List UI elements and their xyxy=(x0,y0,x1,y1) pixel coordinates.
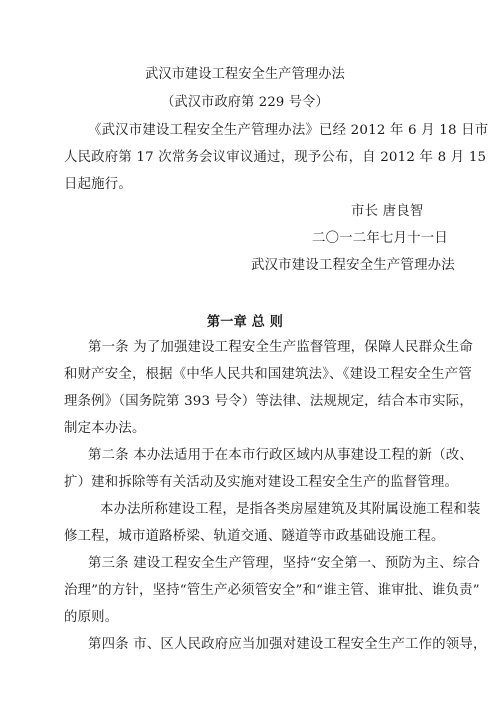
signature-date: 二〇一二年七月十一日 xyxy=(312,231,448,246)
order-number: （武汉市政府第 229 号令） xyxy=(161,95,329,110)
article3-line-2: 治理”的方针，坚持“管生产必须管安全”和“谁主管、谁审批、谁负责” xyxy=(64,583,480,598)
chapter-heading: 第一章 总 则 xyxy=(206,314,284,330)
article3-line-1: 第三条 建设工程安全生产管理，坚持“安全第一、预防为主、综合 xyxy=(88,556,481,571)
doc-title-repeat: 武汉市建设工程安全生产管理办法 xyxy=(251,258,455,273)
article2-para2-line-2: 修工程，城市道路桥梁、轨道交通、隧道等市政基础设施工程。 xyxy=(64,529,445,544)
article4-line-1: 第四条 市、区人民政府应当加强对建设工程安全生产工作的领导， xyxy=(88,637,487,652)
article1-line-1: 第一条 为了加强建设工程安全生产监督管理，保障人民群众生命 xyxy=(88,340,473,355)
article2-para2-line-1: 本办法所称建设工程，是指各类房屋建筑及其附属设施工程和装 xyxy=(100,502,481,517)
preamble-line-2: 人民政府第 17 次常务会议审议通过，现予公布，自 2012 年 8 月 15 xyxy=(64,150,487,165)
article1-line-3: 理条例》（国务院第 393 号令）等法律、法规规定，结合本市实际， xyxy=(64,394,473,409)
article3-line-3: 的原则。 xyxy=(64,610,119,625)
article1-line-2: 和财产安全，根据《中华人民共和国建筑法》、《建设工程安全生产管 xyxy=(64,367,472,382)
article1-line-4: 制定本办法。 xyxy=(64,421,146,436)
document-title: 武汉市建设工程安全生产管理办法 xyxy=(145,67,345,82)
article2-line-1: 第二条 本办法适用于在本市行政区域内从事建设工程的新（改、 xyxy=(88,448,473,463)
preamble-line-1: 《武汉市建设工程安全生产管理办法》已经 2012 年 6 月 18 日市 xyxy=(88,123,489,138)
signer: 市长 唐良智 xyxy=(351,204,424,219)
article2-line-2: 扩）建和拆除等有关活动及实施对建设工程安全生产的监督管理。 xyxy=(64,475,459,490)
preamble-line-3: 日起施行。 xyxy=(64,177,132,192)
